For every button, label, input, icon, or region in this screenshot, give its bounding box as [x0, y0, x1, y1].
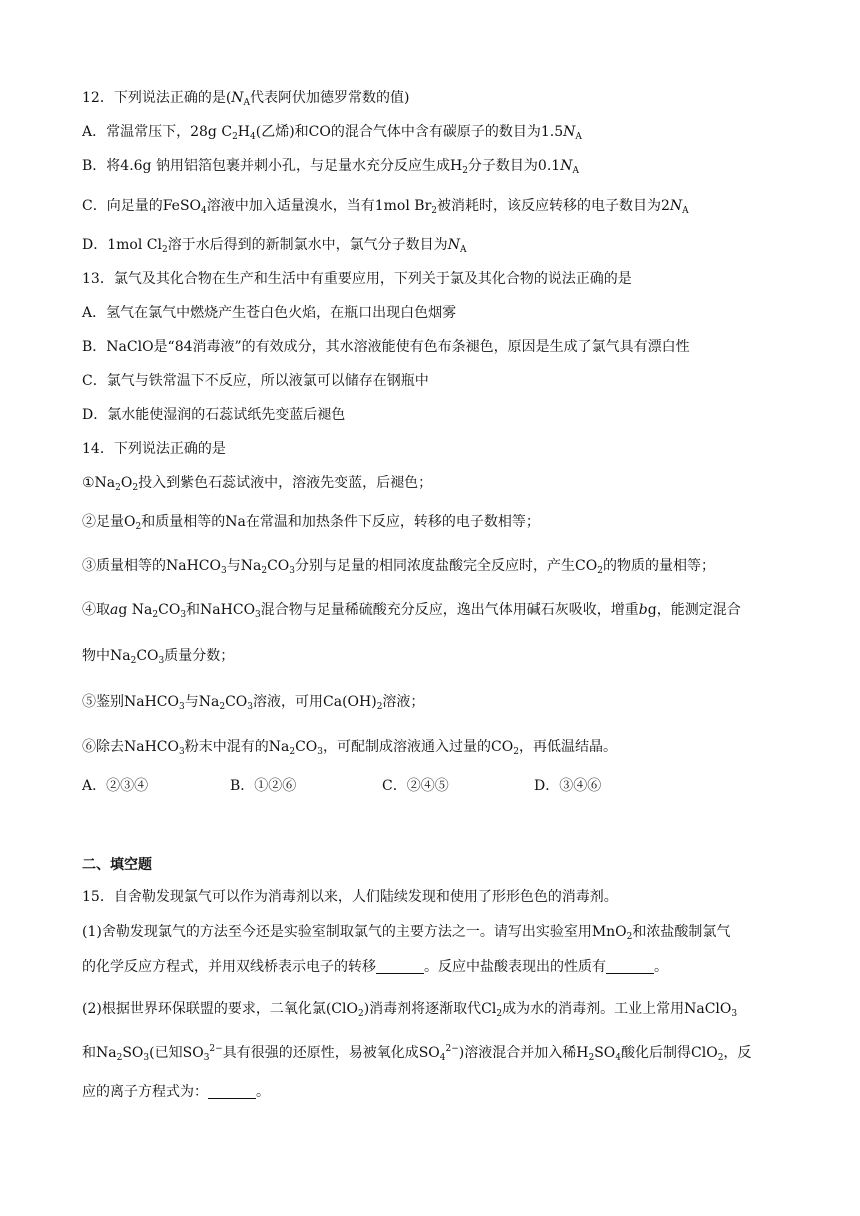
q12-option-d: D．1mol $Cl_2$溶于水后得到的新制氯水中，氯气分子数目为$N_A$: [82, 237, 467, 255]
q14-statement-3: ③质量相等的NaHCO$_3$与$Na_2CO_3$分别与足量的相同浓度盐酸完全反应时，产生$CO_2$的物质的量相等；: [82, 558, 715, 576]
q14-statement-4-cont: 物中$Na_2CO_3$质量分数；: [82, 648, 235, 666]
section-title: 二、填空题: [82, 857, 152, 873]
q14-statement-2: ②足量$O_2$和质量相等的Na在常温和加热条件下反应，转移的电子数相等；: [82, 514, 540, 532]
q12-option-b: B．将4.6g 钠用铝箔包裹并刺小孔，与足量水充分反应生成$H_2$分子数目为$0.1N_A$: [82, 158, 579, 176]
answer-blank-1[interactable]: [376, 959, 424, 974]
q13-stem: 13．氯气及其化合物在生产和生活中有重要应用，下列关于氯及其化合物的说法正确的是: [82, 271, 632, 287]
q13-option-d: D．氯水能使湿润的石蕊试纸先变蓝后褪色: [82, 407, 346, 423]
q15-stem: 15．自舍勒发现氯气可以作为消毒剂以来，人们陆续发现和使用了形形色色的消毒剂。: [82, 889, 618, 905]
q14-choice-a: A．②③④: [82, 778, 149, 794]
q15-part2-cont2: 应的离子方程式为： 。: [82, 1084, 270, 1100]
q14-statement-5: ⑤鉴别NaHCO$_3$与$Na_2CO_3$溶液，可用$Ca(OH)_2$溶液；: [82, 694, 425, 712]
q13-option-b: B．NaClO是“84消毒液”的有效成分，其水溶液能使有色布条褪色，原因是生成了氯气具有漂白性: [82, 339, 690, 355]
q14-choice-c: C．②④⑤: [382, 778, 449, 794]
q15-part1: (1)舍勒发现氯气的方法至今还是实验室制取氯气的主要方法之一。请写出实验室用MnO$_2$和浓盐酸制氯气: [82, 924, 731, 942]
q14-statement-1: $①Na_2O_2$投入到紫色石蕊试液中，溶液先变蓝，后褪色；: [82, 475, 433, 493]
q12-option-c: C．向足量的FeSO$_4$溶液中加入适量溴水，当有1mol $Br_2$被消耗时，该反应转移的电子数目为$2N_A$: [82, 198, 689, 216]
q12-option-a: A．常温常压下，28g $C_2H_4$(乙烯)和CO的混合气体中含有碳原子的数目为$1.5N_A$: [82, 124, 582, 142]
q15-part2: (2)根据世界环保联盟的要求，二氧化氯(ClO$_2$)消毒剂将逐渐取代$Cl_2$成为水的消毒剂。工业上常用NaClO$_3$: [82, 1001, 738, 1019]
q15-part2-cont: 和$Na_2SO_3$(已知$SO_3^{2-}$具有很强的还原性，易被氧化成$SO_4^{2-}$)溶液混合并加入稀$H_2SO_4$酸化后制得ClO$_2$，反: [82, 1044, 752, 1063]
q14-choice-b: B．①②⑥: [230, 778, 297, 794]
answer-blank-2[interactable]: [606, 959, 654, 974]
q14-statement-4: ④取ag $Na_2CO_3$和NaHCO$_3$混合物与足量稀硫酸充分反应，逸出气体用碱石灰吸收，增重bg，能测定混合: [82, 602, 741, 620]
q13-option-a: A．氢气在氯气中燃烧产生苍白色火焰，在瓶口出现白色烟雾: [82, 305, 457, 321]
q15-part1-cont: 的化学反应方程式，并用双线桥表示电子的转移 。反应中盐酸表现出的性质有 。: [82, 959, 668, 975]
answer-blank-3[interactable]: [208, 1084, 256, 1099]
q14-stem: 14．下列说法正确的是: [82, 441, 226, 457]
q14-statement-6: ⑥除去NaHCO$_3$粉末中混有的$Na_2CO_3$，可配制成溶液通入过量的$CO_2$，再低温结晶。: [82, 739, 617, 757]
q14-choice-d: D．③④⑥: [534, 778, 602, 794]
q12-stem: 12．下列说法正确的是($N_A$代表阿伏加德罗常数的值): [82, 90, 410, 108]
q13-option-c: C．氯气与铁常温下不反应，所以液氯可以储存在钢瓶中: [82, 373, 429, 389]
